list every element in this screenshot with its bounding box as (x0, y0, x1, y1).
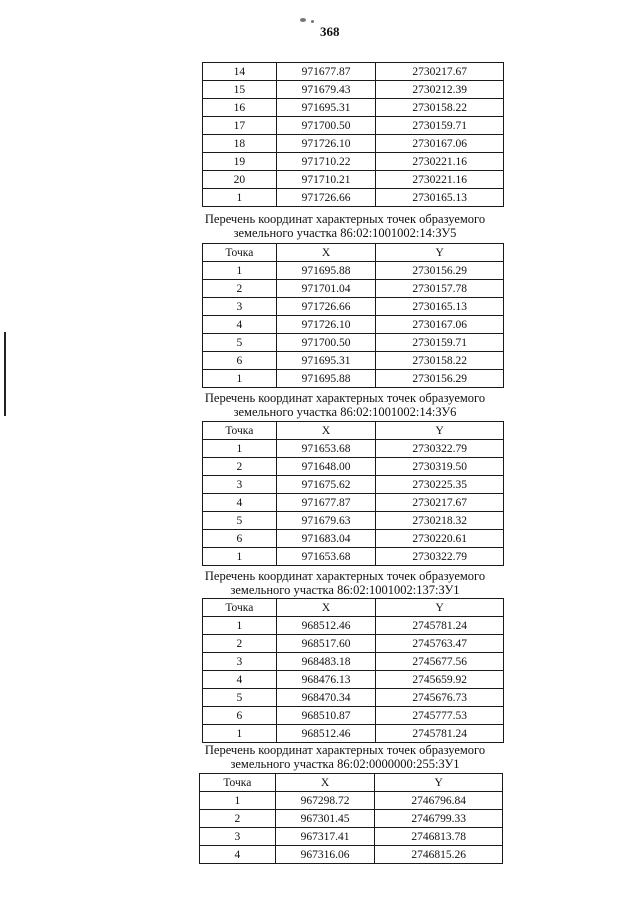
table-row (203, 458, 504, 476)
table-row (203, 671, 504, 689)
table-row (200, 828, 503, 846)
table-cell: 19 (203, 153, 277, 171)
margin-mark (4, 332, 6, 416)
coordinates-table (199, 773, 503, 864)
table-cell: 968517.60 (276, 635, 376, 653)
table-cell: 20 (203, 171, 277, 189)
column-header: Y (376, 599, 504, 617)
table-cell: 2730158.22 (376, 99, 504, 117)
coordinates-table (202, 598, 504, 743)
table-row (203, 352, 504, 370)
table-cell: 3 (203, 476, 277, 494)
table-cell: 971726.66 (276, 189, 376, 207)
table-row (203, 707, 504, 725)
table-cell: 968476.13 (276, 671, 376, 689)
table-cell: 5 (203, 689, 277, 707)
table-cell: 1 (203, 262, 277, 280)
caption-line: земельного участка 86:02:1001002:14:ЗУ6 (233, 405, 457, 419)
table-row (203, 617, 504, 635)
caption-line: Перечень координат характерных точек образуемого (204, 569, 486, 583)
table-cell: 971726.10 (276, 316, 376, 334)
table-cell: 968483.18 (276, 653, 376, 671)
table-cell: 2730159.71 (376, 117, 504, 135)
table-cell: 2730167.06 (376, 316, 504, 334)
table-cell: 2730217.67 (376, 494, 504, 512)
table-cell: 971695.88 (276, 262, 376, 280)
table-cell: 2746799.33 (375, 810, 503, 828)
table-cell: 5 (203, 334, 277, 352)
table-cell: 2730218.32 (376, 512, 504, 530)
table-cell: 968512.46 (276, 725, 376, 743)
table-cell: 1 (203, 725, 277, 743)
table-cell: 2730221.16 (376, 171, 504, 189)
caption-line: земельного участка 86:02:1001002:137:ЗУ1 (230, 583, 460, 597)
table-row (203, 135, 504, 153)
table-cell: 2730158.22 (376, 352, 504, 370)
table-row (203, 81, 504, 99)
column-header: Точка (203, 244, 277, 262)
table-cell: 2745777.53 (376, 707, 504, 725)
table-cell: 2730322.79 (376, 440, 504, 458)
table-row (203, 370, 504, 388)
table-cell: 971710.21 (276, 171, 376, 189)
table-row (200, 810, 503, 828)
table-cell: 3 (203, 653, 277, 671)
table-cell: 1 (203, 440, 277, 458)
table-cell: 2746796.84 (375, 792, 503, 810)
table-cell: 2746815.26 (375, 846, 503, 864)
table-cell: 967301.45 (275, 810, 375, 828)
table-cell: 2730322.79 (376, 548, 504, 566)
table-row (203, 494, 504, 512)
table-cell: 4 (200, 846, 276, 864)
column-header: Точка (203, 599, 277, 617)
table-cell: 2730157.78 (376, 280, 504, 298)
table-cell: 971726.66 (276, 298, 376, 316)
column-header: Y (375, 774, 503, 792)
table-cell: 968512.46 (276, 617, 376, 635)
table-cell: 1 (203, 617, 277, 635)
column-header: Y (376, 422, 504, 440)
table-row (203, 548, 504, 566)
table-cell: 968470.34 (276, 689, 376, 707)
table-cell: 1 (203, 548, 277, 566)
table-row (203, 316, 504, 334)
table-cell: 5 (203, 512, 277, 530)
table-cell: 2745781.24 (376, 725, 504, 743)
table-cell: 967317.41 (275, 828, 375, 846)
table-cell: 971653.68 (276, 548, 376, 566)
table-cell: 2730220.61 (376, 530, 504, 548)
table-cell: 2 (203, 280, 277, 298)
column-header: X (276, 422, 376, 440)
table-row (203, 725, 504, 743)
table-row (203, 653, 504, 671)
table-caption (170, 212, 520, 240)
table-cell: 1 (200, 792, 276, 810)
table-cell: 971677.87 (276, 63, 376, 81)
table-row (203, 476, 504, 494)
caption-line: Перечень координат характерных точек образуемого (204, 391, 486, 405)
table-cell: 2746813.78 (375, 828, 503, 846)
table-cell: 4 (203, 671, 277, 689)
table-cell: 971700.50 (276, 334, 376, 352)
table-cell: 2730165.13 (376, 189, 504, 207)
table-row (203, 280, 504, 298)
table-row (203, 262, 504, 280)
table-cell: 971726.10 (276, 135, 376, 153)
table-cell: 2730225.35 (376, 476, 504, 494)
table-row (203, 63, 504, 81)
column-header: Y (376, 244, 504, 262)
table-cell: 2730165.13 (376, 298, 504, 316)
table-cell: 2730167.06 (376, 135, 504, 153)
table-cell: 967316.06 (275, 846, 375, 864)
table-cell: 16 (203, 99, 277, 117)
table-cell: 6 (203, 707, 277, 725)
table-cell: 971700.50 (276, 117, 376, 135)
table-cell: 4 (203, 316, 277, 334)
table-caption (170, 391, 520, 419)
table-caption (170, 743, 520, 771)
coordinates-table-continuation (202, 62, 504, 207)
table-cell: 971695.31 (276, 352, 376, 370)
table-cell: 971677.87 (276, 494, 376, 512)
column-header: Точка (200, 774, 276, 792)
table-row (203, 334, 504, 352)
table-row (203, 530, 504, 548)
table-header-row (200, 774, 503, 792)
table-cell: 1 (203, 189, 277, 207)
table-cell: 2730217.67 (376, 63, 504, 81)
table-cell: 971695.88 (276, 370, 376, 388)
table-cell: 2730156.29 (376, 262, 504, 280)
table-row (203, 635, 504, 653)
table-row (203, 512, 504, 530)
table-cell: 2730156.29 (376, 370, 504, 388)
table-cell: 17 (203, 117, 277, 135)
table-cell: 2 (200, 810, 276, 828)
table-cell: 971653.68 (276, 440, 376, 458)
table-cell: 971695.31 (276, 99, 376, 117)
table-row (200, 792, 503, 810)
column-header: Точка (203, 422, 277, 440)
table-cell: 2730221.16 (376, 153, 504, 171)
caption-line: земельного участка 86:02:1001002:14:ЗУ5 (233, 226, 457, 240)
table-cell: 3 (200, 828, 276, 846)
table-cell: 971683.04 (276, 530, 376, 548)
table-header-row (203, 599, 504, 617)
table-row (203, 171, 504, 189)
caption-line: Перечень координат характерных точек образуемого (204, 743, 486, 757)
table-cell: 18 (203, 135, 277, 153)
table-cell: 6 (203, 352, 277, 370)
table-row (203, 298, 504, 316)
scan-speck (311, 20, 314, 23)
coordinates-table (202, 243, 504, 388)
table-row (200, 846, 503, 864)
table-cell: 2730212.39 (376, 81, 504, 99)
table-cell: 971679.63 (276, 512, 376, 530)
table-cell: 2 (203, 458, 277, 476)
table-cell: 4 (203, 494, 277, 512)
page-number: 368 (320, 24, 340, 39)
table-cell: 971679.43 (276, 81, 376, 99)
table-row (203, 117, 504, 135)
table-cell: 2745763.47 (376, 635, 504, 653)
table-row (203, 99, 504, 117)
table-cell: 2745676.73 (376, 689, 504, 707)
table-cell: 971648.00 (276, 458, 376, 476)
table-cell: 2 (203, 635, 277, 653)
table-cell: 971710.22 (276, 153, 376, 171)
table-cell: 2730319.50 (376, 458, 504, 476)
table-cell: 2745781.24 (376, 617, 504, 635)
table-header-row (203, 244, 504, 262)
table-cell: 14 (203, 63, 277, 81)
table-header-row (203, 422, 504, 440)
table-row (203, 189, 504, 207)
table-cell: 6 (203, 530, 277, 548)
table-cell: 3 (203, 298, 277, 316)
table-cell: 2745659.92 (376, 671, 504, 689)
table-cell: 2730159.71 (376, 334, 504, 352)
table-cell: 2745677.56 (376, 653, 504, 671)
table-cell: 971675.62 (276, 476, 376, 494)
table-row (203, 440, 504, 458)
table-caption (170, 569, 520, 597)
table-cell: 971701.04 (276, 280, 376, 298)
table-cell: 15 (203, 81, 277, 99)
column-header: X (276, 599, 376, 617)
column-header: X (275, 774, 375, 792)
table-cell: 967298.72 (275, 792, 375, 810)
table-row (203, 153, 504, 171)
column-header: X (276, 244, 376, 262)
table-row (203, 689, 504, 707)
coordinates-table (202, 421, 504, 566)
table-cell: 1 (203, 370, 277, 388)
table-cell: 968510.87 (276, 707, 376, 725)
caption-line: Перечень координат характерных точек образуемого (204, 212, 486, 226)
caption-line: земельного участка 86:02:0000000:255:ЗУ1 (230, 757, 460, 771)
scan-speck (300, 18, 306, 22)
